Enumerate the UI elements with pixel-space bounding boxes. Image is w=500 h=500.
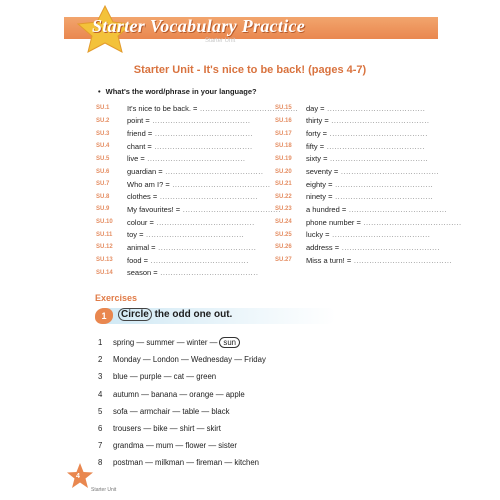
exercise-item-text: postman — milkman — fireman — kitchen — [113, 458, 260, 468]
vocab-list-right — [275, 102, 462, 266]
exercise-item-number: 6 — [98, 424, 103, 434]
vocab-code: SU.12 — [96, 244, 113, 251]
vocab-term: Who am I? = ..... — [127, 180, 271, 189]
vocab-term: lucky = ..... — [306, 230, 430, 239]
vocab-row — [96, 216, 298, 229]
vocab-row — [96, 165, 298, 178]
exercise-item-number: 4 — [98, 389, 103, 399]
vocab-term: ninety = ..... — [306, 192, 433, 201]
vocab-row — [275, 241, 462, 254]
vocab-code: SU.14 — [96, 269, 113, 276]
vocab-row — [275, 228, 462, 241]
unit-title: Starter Unit - It's nice to be back! (pages 4-7) — [133, 64, 367, 76]
vocab-code: SU.3 — [96, 130, 110, 137]
vocab-term: fifty = ..... — [306, 142, 425, 151]
footer-label: Starter Unit — [91, 487, 117, 493]
vocab-code: SU.7 — [96, 181, 110, 188]
vocab-row — [275, 165, 462, 178]
vocab-instruction — [98, 87, 257, 96]
vocab-row — [275, 216, 462, 229]
exercise-item-text: blue — purple — cat — green — [113, 372, 217, 382]
vocab-code: SU.8 — [96, 193, 110, 200]
exercise-item-text: sofa — armchair — table — black — [113, 406, 230, 416]
exercise-item-text: grandma — mum — flower — sister — [113, 441, 237, 451]
exercise-item-number: 2 — [98, 355, 103, 365]
vocab-term: point = ..... — [127, 116, 251, 125]
circle-word: Circle — [118, 308, 152, 321]
page-title: Starter Vocabulary Practice — [92, 16, 306, 36]
footer-star-icon — [66, 462, 94, 490]
vocab-term: toy = ..... — [127, 230, 244, 239]
vocab-code: SU.4 — [96, 143, 110, 150]
vocab-row — [275, 190, 462, 203]
vocab-row — [275, 178, 462, 191]
vocab-term: sixty = ..... — [306, 154, 428, 163]
vocab-term: season = ..... — [127, 268, 258, 277]
vocab-row — [275, 153, 462, 166]
exercise-item-number: 8 — [98, 458, 103, 468]
vocab-code: SU.2 — [96, 117, 110, 124]
vocab-row — [96, 190, 298, 203]
vocab-code: SU.13 — [96, 257, 113, 263]
vocab-term: eighty = ..... — [306, 180, 433, 189]
exercise-item-text: autumn — banana — orange — apple — [113, 389, 245, 399]
exercise-item-text: spring — summer — winter — — [113, 338, 218, 348]
exercises-heading: Exercises — [95, 293, 138, 303]
vocab-code: SU.5 — [96, 155, 110, 162]
vocab-code: SU.22 — [275, 193, 292, 200]
vocab-row — [96, 153, 298, 166]
circled-answer: sun — [219, 337, 240, 348]
vocab-term: clothes = ..... — [127, 192, 258, 201]
vocab-code: SU.27 — [275, 257, 292, 263]
vocab-term: colour = ..... — [127, 218, 255, 227]
vocab-code: SU.15 — [275, 105, 292, 112]
vocab-row — [96, 228, 298, 241]
exercise-list — [98, 334, 266, 472]
vocab-term: chant = ..... — [127, 142, 253, 151]
vocab-term: day = ..... — [306, 104, 425, 113]
vocab-code: SU.1 — [96, 105, 110, 112]
vocab-row — [275, 115, 462, 128]
vocab-list-left — [96, 102, 298, 279]
exercise-instruction — [118, 309, 232, 320]
bullet-icon: • — [98, 87, 101, 96]
exercise-instruction-rest: the odd one out. — [151, 309, 233, 320]
vocab-row — [275, 140, 462, 153]
vocab-code: SU.9 — [96, 206, 110, 213]
exercise-item-number: 5 — [98, 406, 103, 416]
vocab-code: SU.23 — [275, 206, 292, 213]
vocab-term: food = ..... — [127, 256, 249, 265]
exercise-item — [98, 334, 266, 351]
vocab-term: phone number = ..... — [306, 218, 462, 227]
vocab-row — [96, 102, 298, 115]
exercise-item — [98, 403, 266, 420]
exercise-item-number: 7 — [98, 441, 103, 451]
header-subtitle: Starter Unit — [205, 38, 236, 44]
vocab-term: forty = ..... — [306, 129, 428, 138]
vocab-code: SU.24 — [275, 219, 292, 226]
vocab-row — [96, 203, 298, 216]
vocab-row — [96, 266, 298, 279]
vocab-term: guardian = ..... — [127, 167, 263, 176]
vocab-term: It's nice to be back. = ..... — [127, 104, 298, 113]
vocab-code: SU.21 — [275, 181, 292, 188]
vocab-code: SU.6 — [96, 168, 110, 175]
vocab-term: a hundred = ..... — [306, 205, 447, 214]
vocab-term: animal = ..... — [127, 243, 256, 252]
vocab-code: SU.20 — [275, 168, 292, 175]
vocab-term: thirty = ..... — [306, 116, 430, 125]
vocab-code: SU.25 — [275, 231, 292, 238]
exercise-item-text: Monday — London — Wednesday — Friday — [113, 355, 266, 365]
vocab-code: SU.10 — [96, 219, 113, 226]
vocab-code: SU.18 — [275, 143, 292, 150]
vocab-term: live = ..... — [127, 154, 246, 163]
exercise-number-badge: 1 — [95, 308, 113, 324]
vocab-row — [96, 178, 298, 191]
vocab-code: SU.11 — [96, 231, 113, 238]
vocab-row — [275, 127, 462, 140]
vocab-row — [96, 241, 298, 254]
vocab-row — [96, 115, 298, 128]
vocab-term: My favourites! = ..... — [127, 205, 281, 214]
exercise-item — [98, 368, 266, 385]
exercise-item — [98, 437, 266, 454]
vocab-term: friend = ..... — [127, 129, 253, 138]
exercise-item — [98, 454, 266, 471]
vocab-code: SU.17 — [275, 130, 292, 137]
vocab-row — [96, 127, 298, 140]
exercise-item — [98, 351, 266, 368]
vocab-row — [275, 254, 462, 267]
exercise-item-number: 3 — [98, 372, 103, 382]
vocab-row — [96, 254, 298, 267]
exercise-item — [98, 386, 266, 403]
page-number: 4 — [76, 473, 80, 480]
vocab-code: SU.19 — [275, 155, 292, 162]
vocab-code: SU.16 — [275, 117, 292, 124]
vocab-row — [275, 203, 462, 216]
exercise-item — [98, 420, 266, 437]
vocab-instruction-text: What's the word/phrase in your language? — [105, 87, 257, 96]
vocab-term: seventy = ..... — [306, 167, 439, 176]
vocab-term: Miss a turn! = ..... — [306, 256, 452, 265]
vocab-term: address = ..... — [306, 243, 440, 252]
vocab-row — [96, 140, 298, 153]
vocab-row — [275, 102, 462, 115]
vocab-code: SU.26 — [275, 244, 292, 251]
exercise-item-text: trousers — bike — shirt — skirt — [113, 424, 221, 434]
exercise-item-number: 1 — [98, 338, 103, 348]
